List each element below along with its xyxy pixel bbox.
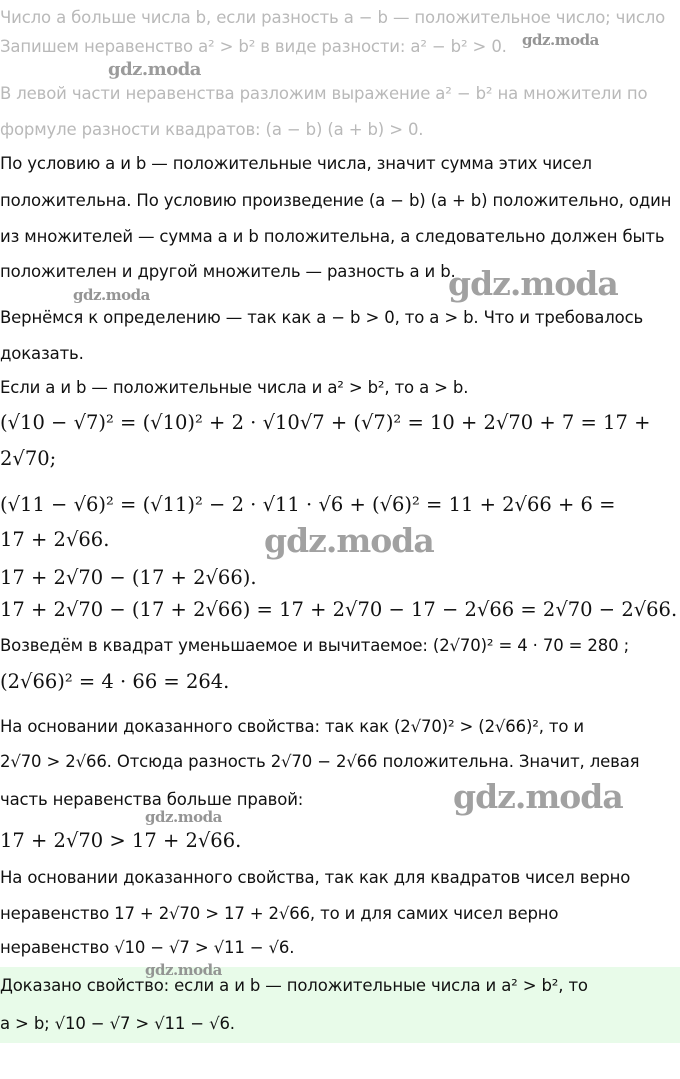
solution-line-12: Возведём в квадрат уменьшаемое и вычитаемое: (2√70)² = 4 · 70 = 280 ; — [0, 636, 629, 655]
solution-line-16: На основании доказанного свойства, так как для квадратов чисел верно — [0, 868, 631, 887]
solution-line-8: положителен и другой множитель — разность a и b. — [0, 262, 456, 281]
math-line-1: (√10 − √7)² = (√10)² + 2 · √10√7 + (√7)² = 10 + 2√70 + 7 = 17 + — [0, 411, 651, 434]
watermark-4: gdz.moda — [448, 264, 618, 303]
math-line-7: (2√66)² = 4 · 66 = 264. — [0, 670, 230, 693]
math-line-8: 17 + 2√70 > 17 + 2√66. — [0, 829, 242, 852]
solution-line-13: На основании доказанного свойства: так как (2√70)² > (2√66)², то и — [0, 717, 585, 736]
solution-line-2: Запишем неравенство a² > b² в виде разности: a² − b² > 0. — [0, 37, 507, 56]
watermark-3: gdz.moda — [73, 286, 150, 304]
solution-line-4: формуле разности квадратов: (a − b) (a + b) > 0. — [0, 120, 424, 139]
math-line-4: 17 + 2√66. — [0, 528, 110, 551]
solution-line-6: положительна. По условию произведение (a − b) (a + b) положительно, один — [0, 191, 672, 210]
solution-line-5: По условию a и b — положительные числа, значит сумма этих чисел — [0, 154, 592, 173]
math-line-2: 2√70; — [0, 447, 57, 470]
solution-line-17: неравенство 17 + 2√70 > 17 + 2√66, то и для самих чисел верно — [0, 904, 559, 923]
solution-line-9: Вернёмся к определению — так как a − b > 0, то a > b. Что и требовалось — [0, 308, 644, 327]
watermark-1: gdz.moda — [522, 31, 599, 49]
conclusion-line-1: Доказано свойство: если a и b — положительные числа и a² > b², то — [0, 976, 588, 995]
solution-line-3: В левой части неравенства разложим выражение a² − b² на множители по — [0, 84, 648, 103]
math-line-5: 17 + 2√70 − (17 + 2√66). — [0, 566, 257, 589]
watermark-6: gdz.moda — [453, 777, 623, 816]
solution-line-14: 2√70 > 2√66. Отсюда разность 2√70 − 2√66 положительна. Значит, левая — [0, 752, 640, 771]
math-line-6: 17 + 2√70 − (17 + 2√66) = 17 + 2√70 − 17 − 2√66 = 2√70 − 2√66. — [0, 598, 678, 621]
watermark-8: gdz.moda — [145, 961, 222, 979]
conclusion-line-2: a > b; √10 − √7 > √11 − √6. — [0, 1014, 235, 1033]
watermark-5: gdz.moda — [264, 521, 434, 560]
math-line-3: (√11 − √6)² = (√11)² − 2 · √11 · √6 + (√6)² = 11 + 2√66 + 6 = — [0, 493, 616, 516]
solution-line-18: неравенство √10 − √7 > √11 − √6. — [0, 938, 295, 957]
solution-line-10: доказать. — [0, 344, 84, 363]
solution-line-7: из множителей — сумма a и b положительна, а следовательно должен быть — [0, 227, 665, 246]
watermark-2: gdz.moda — [108, 59, 201, 80]
solution-line-15: часть неравенства больше правой: — [0, 790, 304, 809]
watermark-7: gdz.moda — [145, 808, 222, 826]
solution-line-1: Число a больше числа b, если разность a − b — положительное число; число — [0, 8, 666, 27]
solution-line-11: Если a и b — положительные числа и a² > b², то a > b. — [0, 378, 469, 397]
